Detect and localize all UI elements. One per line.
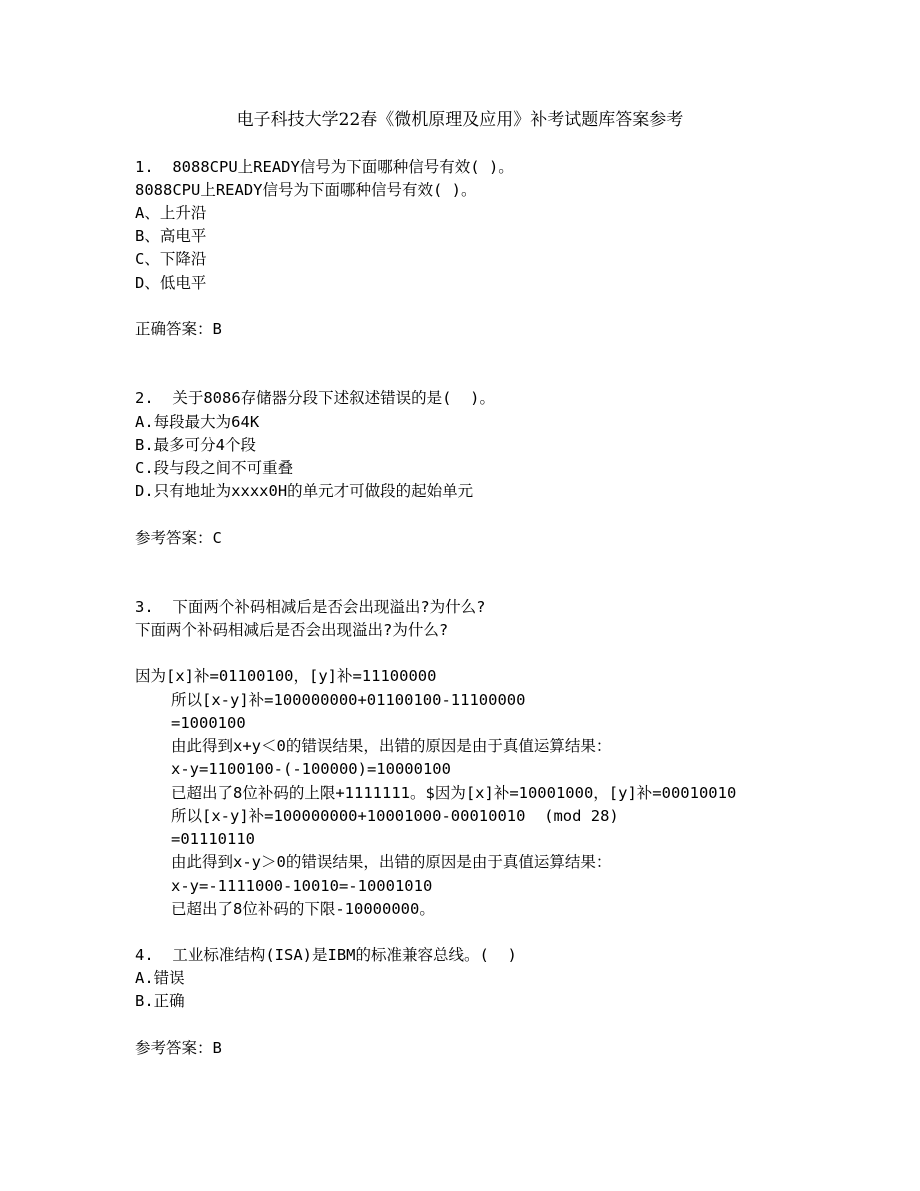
question-4-answer: 参考答案：B — [135, 1039, 222, 1057]
question-2-option-b: B.最多可分4个段 — [135, 436, 256, 454]
question-2-option-a: A.每段最大为64K — [135, 413, 260, 431]
question-3-answer-line: =01110110 — [171, 830, 255, 848]
question-2-heading: 2. 关于8086存储器分段下述叙述错误的是( )。 — [135, 389, 495, 407]
document-title: 电子科技大学22春《微机原理及应用》补考试题库答案参考 — [236, 110, 684, 130]
question-2-option-d: D.只有地址为xxxx0H的单元才可做段的起始单元 — [135, 482, 474, 500]
question-3-heading: 3. 下面两个补码相减后是否会出现溢出?为什么? — [135, 598, 486, 616]
question-1-option-b: B、高电平 — [135, 227, 207, 245]
question-3-answer-line: 由此得到x+y＜0的错误结果，出错的原因是由于真值运算结果： — [171, 737, 612, 755]
question-1-answer: 正确答案：B — [135, 320, 222, 338]
question-2-option-c: C.段与段之间不可重叠 — [135, 459, 294, 477]
question-3-answer-line: 所以[x-y]补=100000000+01100100-11100000 — [171, 691, 526, 709]
question-4-option-b: B.正确 — [135, 992, 185, 1010]
question-4-heading: 4. 工业标准结构(ISA)是IBM的标准兼容总线。( ) — [135, 946, 517, 964]
question-3-answer-line: =1000100 — [171, 714, 246, 732]
question-1-heading: 1. 8088CPU上READY信号为下面哪种信号有效( )。 — [135, 158, 514, 176]
question-3-answer-line: 由此得到x-y＞0的错误结果，出错的原因是由于真值运算结果： — [171, 853, 612, 871]
question-4-option-a: A.错误 — [135, 969, 185, 987]
question-3-stem: 下面两个补码相减后是否会出现溢出?为什么? — [135, 621, 449, 639]
question-1-option-a: A、上升沿 — [135, 204, 207, 222]
question-3-answer-first: 因为[x]补=01100100，[y]补=11100000 — [135, 667, 437, 685]
question-1-stem: 8088CPU上READY信号为下面哪种信号有效( )。 — [135, 181, 477, 199]
question-3-answer-line: x-y=-1111000-10010=-10001010 — [171, 877, 433, 895]
question-3-answer-line: 所以[x-y]补=100000000+10001000-00010010 (mod 28) — [171, 807, 619, 825]
question-3-answer-line: 已超出了8位补码的下限-10000000。 — [171, 900, 435, 918]
question-1-option-d: D、低电平 — [135, 274, 207, 292]
question-1-option-c: C、下降沿 — [135, 250, 207, 268]
question-3-answer-line: x-y=1100100-(-100000)=10000100 — [171, 760, 451, 778]
question-3-answer-line: 已超出了8位补码的上限+1111111。$因为[x]补=10001000，[y]补=00010010 — [171, 784, 737, 802]
question-2-answer: 参考答案：C — [135, 529, 222, 547]
